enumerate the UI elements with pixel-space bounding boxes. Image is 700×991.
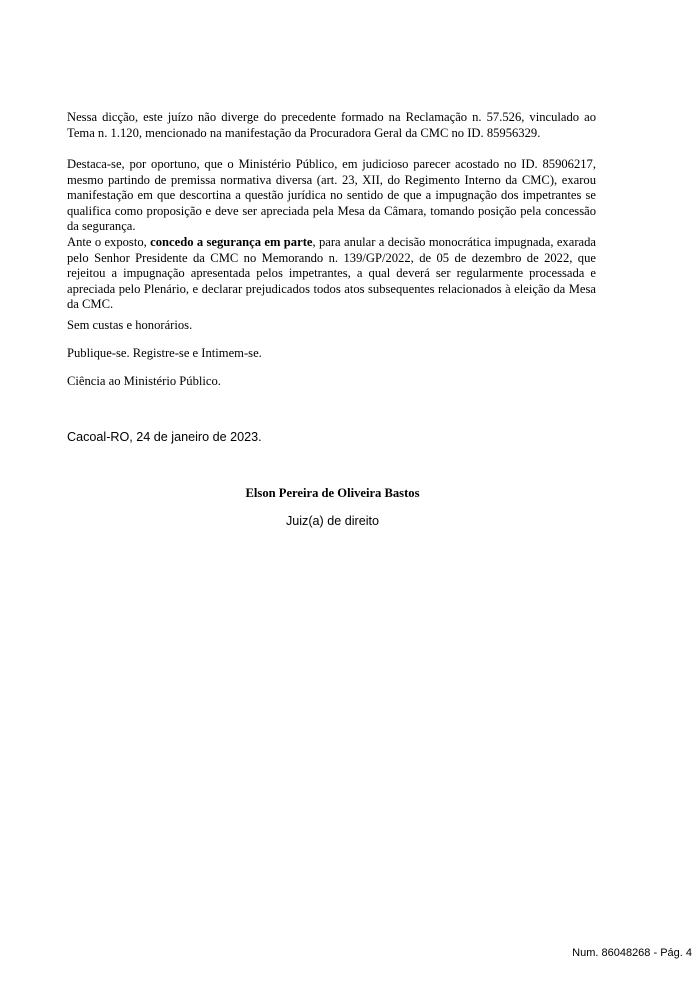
paragraph-publish: Publique-se. Registre-se e Intimem-se. (67, 346, 262, 360)
signer-role: Juiz(a) de direito (285, 514, 380, 528)
paragraph-precedent: Nessa dicção, este juízo não diverge do precedente formado na Reclamação n. 57.526, vinculado ao Tema n. 1.120, mencionado na manifestação da Procuradora Geral da CMC no ID. 85956329. (67, 110, 596, 140)
decision-bold: concedo a segurança em parte (150, 235, 313, 249)
decision-prefix: Ante o exposto, (67, 235, 151, 249)
paragraph-decision (67, 235, 596, 313)
signer-name: Elson Pereira de Oliveira Bastos (245, 486, 420, 500)
paragraph-notice: Ciência ao Ministério Público. (67, 374, 221, 388)
paragraph-ministerio-publico: Destaca-se, por oportuno, que o Ministério Público, em judicioso parecer acostado no ID. 85906217, mesmo partindo de premissa normativa diversa (art. 23, XII, do Regimento Interno da CMC), exarou manifestação em que descortina a questão jurídica no sentido de que a impugnação dos impetrantes se qualifica como proposição e deve ser apreciada pela Mesa da Câmara, tomando posição pela concessão da segurança. (67, 157, 596, 234)
date-line: Cacoal-RO, 24 de janeiro de 2023. (67, 430, 262, 444)
page-footer: Num. 86048268 - Pág. 4 (572, 947, 692, 959)
decision-suffix: , para anular a decisão monocrática impugnada, exarada pelo Senhor Presidente da CMC no Memorando n. 139/GP/2022, de 05 de dezembro de 2022, que rejeitou a impugnação apresentada pelos impetrantes, a qual deverá ser regularmente processada e apreciada pelo Plenário, e declarar prejudicados todos atos subsequentes relacionados à eleição da Mesa da CMC. (67, 235, 596, 312)
paragraph-costs: Sem custas e honorários. (67, 318, 193, 332)
